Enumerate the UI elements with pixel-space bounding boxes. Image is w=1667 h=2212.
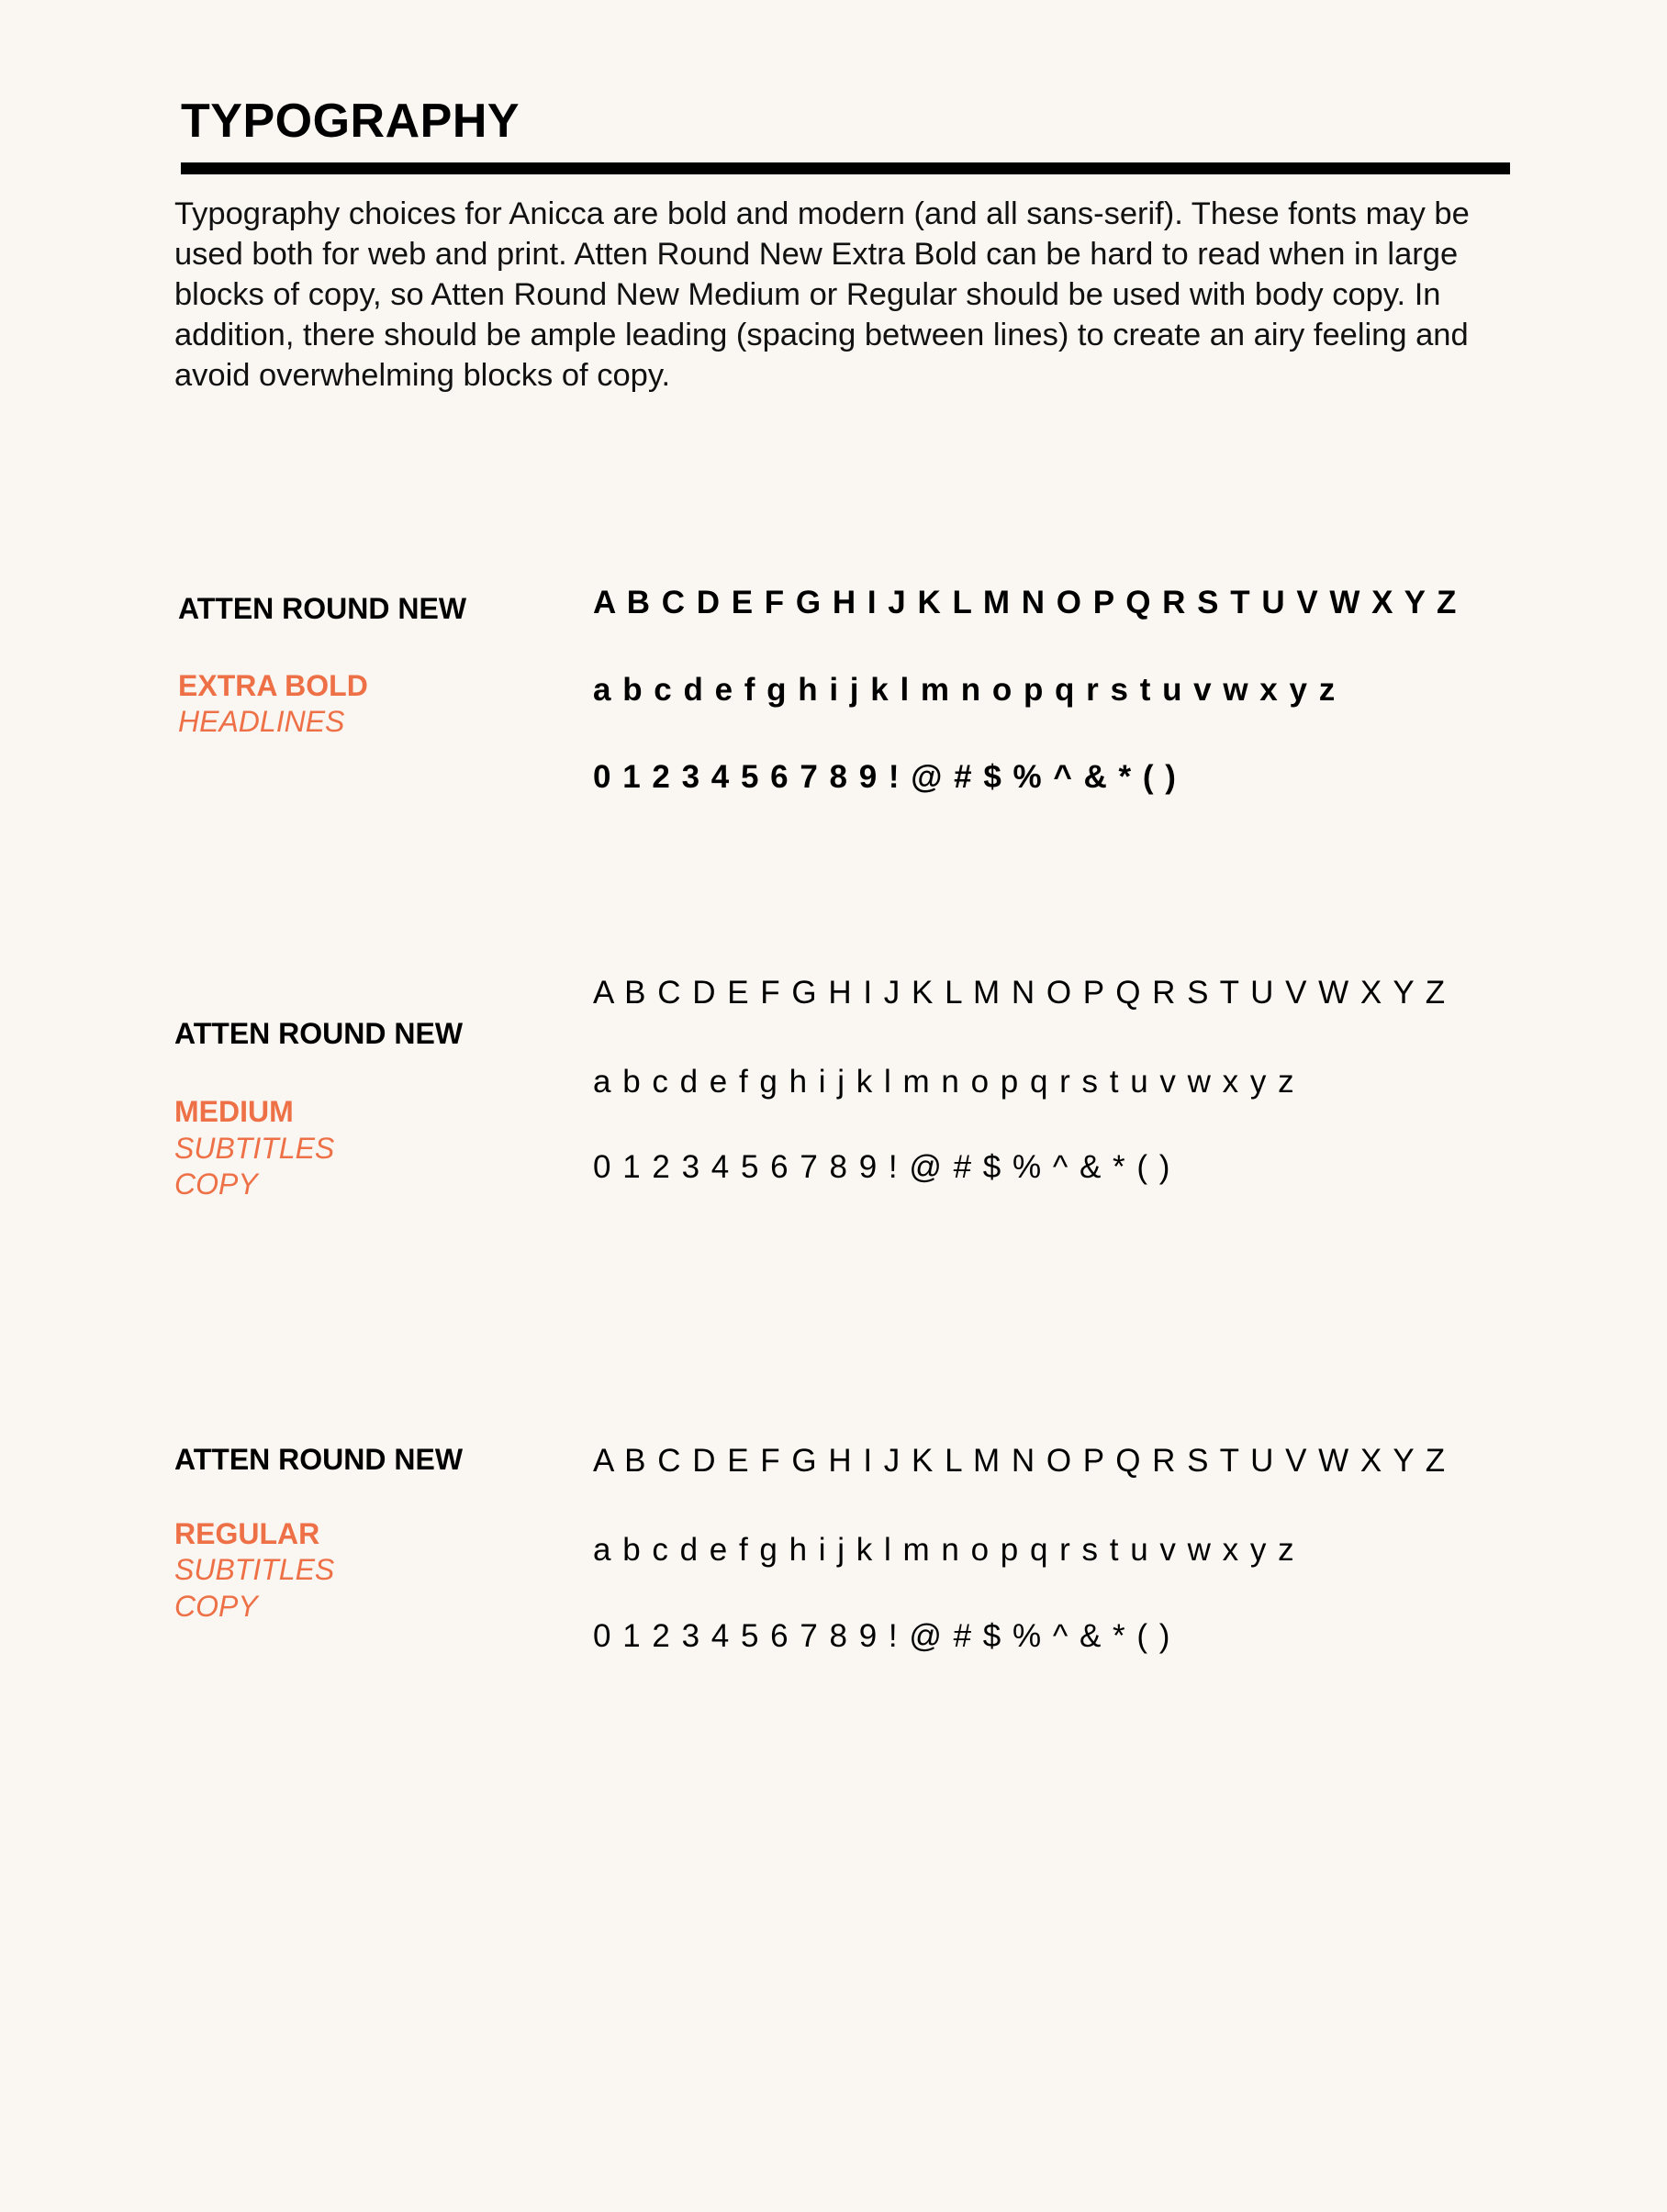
font-usage-label: SUBTITLES bbox=[174, 1553, 335, 1586]
font-weight-label: MEDIUM bbox=[174, 1095, 294, 1128]
font-family-label: ATTEN ROUND NEW bbox=[174, 1443, 464, 1476]
uppercase-specimen: A B C D E F G H I J K L M N O P Q R S T U V W X Y Z bbox=[593, 975, 1446, 1011]
uppercase-specimen: A B C D E F G H I J K L M N O P Q R S T U V W X Y Z bbox=[593, 1443, 1446, 1479]
font-usage-label: COPY bbox=[174, 1167, 258, 1201]
intro-paragraph: Typography choices for Anicca are bold and modern (and all sans-serif). These fonts may be used both for web and print. Atten Round New Extra Bold can be hard to read when in large blocks of copy, so Atten Round New Medium or Regular should be used with body copy. In addition, there should be ample leading (spacing between lines) to create an airy feeling and avoid overwhelming blocks of copy. bbox=[174, 196, 1470, 393]
font-usage-label: HEADLINES bbox=[178, 705, 345, 738]
lowercase-specimen: a b c d e f g h i j k l m n o p q r s t u v w x y z bbox=[593, 672, 1336, 708]
page-title: TYPOGRAPHY bbox=[181, 95, 520, 148]
font-family-label: ATTEN ROUND NEW bbox=[174, 1017, 464, 1050]
numerals-specimen: 0 1 2 3 4 5 6 7 8 9 ! @ # $ % ^ & * ( ) bbox=[593, 1618, 1170, 1654]
numerals-specimen: 0 1 2 3 4 5 6 7 8 9 ! @ # $ % ^ & * ( ) bbox=[593, 1149, 1170, 1185]
uppercase-specimen: A B C D E F G H I J K L M N O P Q R S T U V W X Y Z bbox=[593, 585, 1457, 620]
lowercase-specimen: a b c d e f g h i j k l m n o p q r s t u v w x y z bbox=[593, 1064, 1295, 1100]
font-weight-label: REGULAR bbox=[174, 1517, 320, 1550]
font-family-label: ATTEN ROUND NEW bbox=[178, 592, 467, 625]
numerals-specimen: 0 1 2 3 4 5 6 7 8 9 ! @ # $ % ^ & * ( ) bbox=[593, 759, 1177, 795]
lowercase-specimen: a b c d e f g h i j k l m n o p q r s t u v w x y z bbox=[593, 1532, 1295, 1568]
font-usage-label: COPY bbox=[174, 1590, 258, 1623]
font-usage-label: SUBTITLES bbox=[174, 1132, 335, 1165]
font-weight-label: EXTRA BOLD bbox=[178, 669, 368, 702]
title-divider bbox=[181, 162, 1510, 174]
